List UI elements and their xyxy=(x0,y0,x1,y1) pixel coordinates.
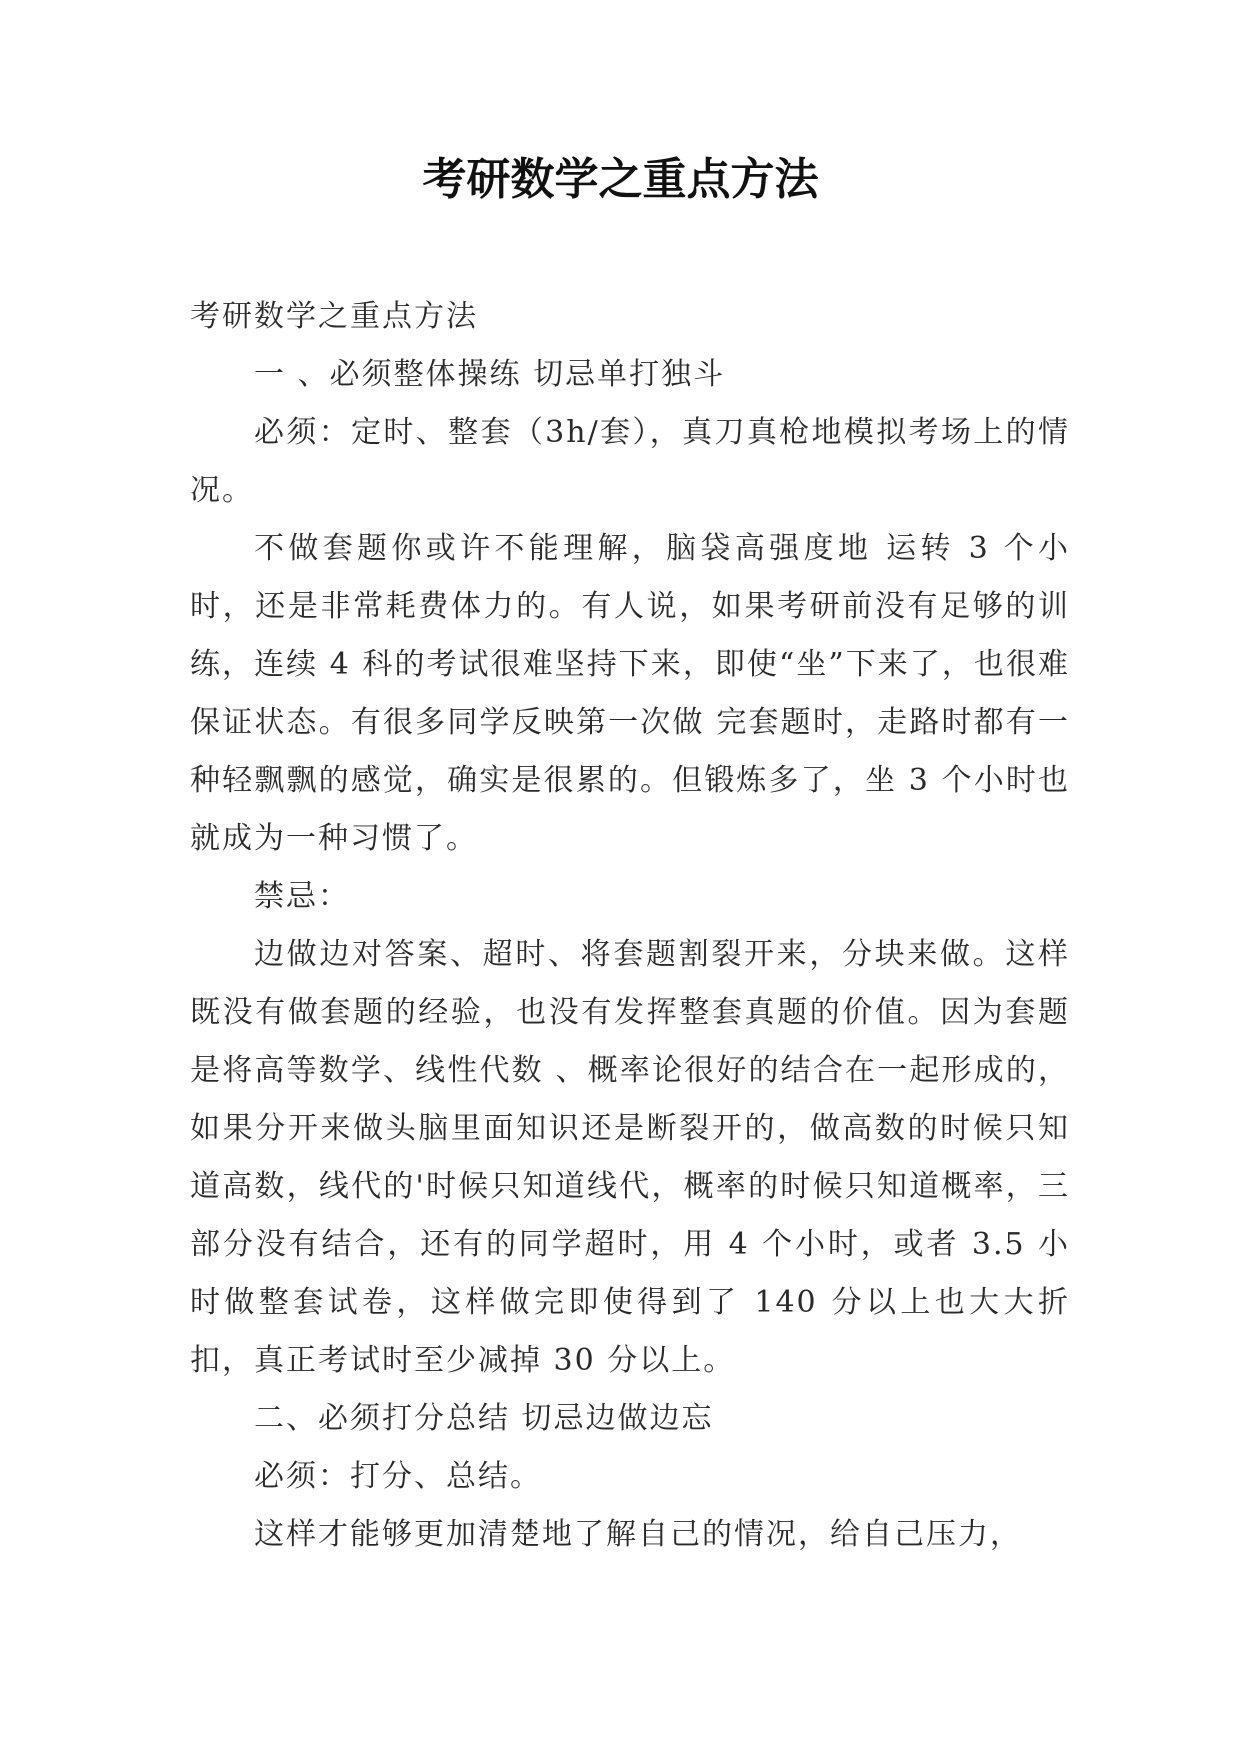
section-heading-1: 一 、必须整体操练 切忌单打独斗 xyxy=(254,357,726,392)
document-title: 考研数学之重点方法 xyxy=(422,154,819,205)
section-heading-6: 二、必须打分总结 切忌边做边忘 xyxy=(254,1401,714,1436)
body-paragraph-3: 不做套题你或许不能理解，脑袋高强度地 运转 3 个小时，还是非常耗费体力的。有人说，如果考研前没有足够的训练，连续 4 科的考试很难坚持下来，即使“坐”下来了，也很难保证状态。有很多同学反映第一次做 完套题时，走路时都有一种轻飘飘的感觉，确实是很累的。但锻炼多了，坐 3 个小时也就成为一种习惯了。 xyxy=(190,531,1070,856)
body-paragraph-4: 禁忌： xyxy=(254,879,350,914)
body-paragraph-8: 这样才能够更加清楚地了解自己的情况，给自己压力， xyxy=(254,1517,1022,1552)
body-paragraph-0: 考研数学之重点方法 xyxy=(190,299,478,334)
document-body xyxy=(190,288,1070,1564)
body-paragraph-7: 必须：打分、总结。 xyxy=(254,1459,542,1494)
body-paragraph-2: 必须：定时、整套（3h/套），真刀真枪地模拟考场上的情况。 xyxy=(190,415,1070,508)
body-paragraph-5: 边做边对答案、超时、将套题割裂开来，分块来做。这样既没有做套题的经验，也没有发挥整套真题的价值。因为套题是将高等数学、线性代数 、概率论很好的结合在一起形成的，如果分开来做头脑里面知识还是断裂开的，做高数的时候只知道高数，线代的'时候只知道线代，概率的时候只知道概率，三部分没有结合，还有的同学超时，用 4 个小时，或者 3.5 小时做整套试卷，这样做完即使得到了 140 分以上也大大折扣，真正考试时至少减掉 30 分以上。 xyxy=(190,937,1070,1378)
